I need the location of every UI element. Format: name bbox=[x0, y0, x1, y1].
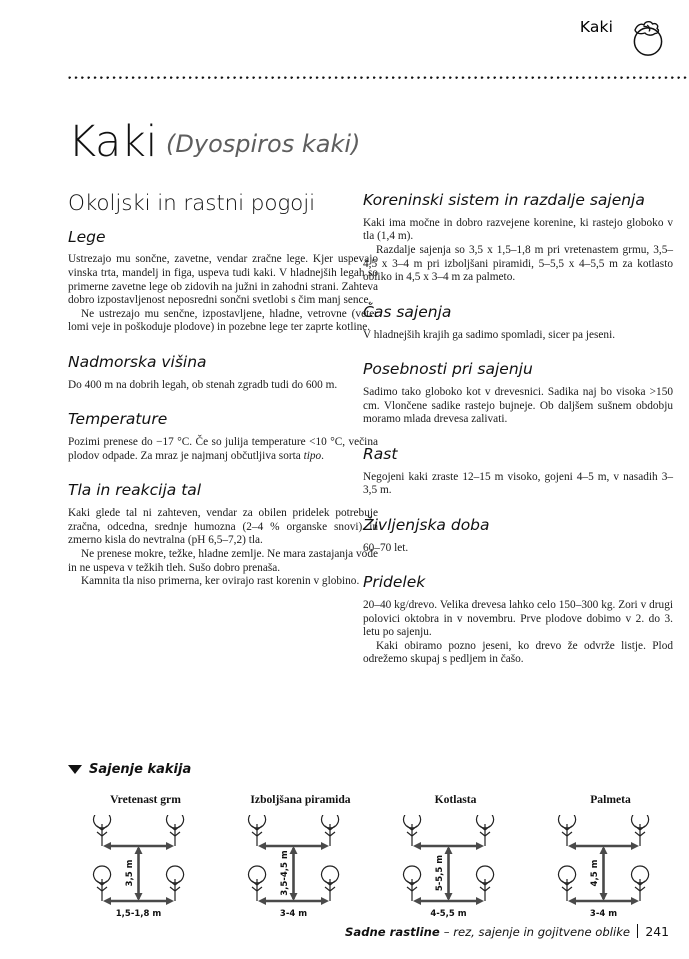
left-column bbox=[68, 192, 378, 589]
vertical-spacing-label: 4,5 m bbox=[589, 859, 600, 887]
figure-item-title: Palmeta bbox=[590, 793, 631, 806]
tree-icon bbox=[93, 815, 110, 846]
footer-subtitle: – rez, sajenje in gojitvene oblike bbox=[443, 925, 631, 939]
tree-icon bbox=[166, 866, 183, 901]
paragraph: Kaki ima močne in dobro razvejene korenine, ki rastejo globoko v tla (1,4 m). bbox=[363, 216, 673, 243]
paragraph: Negojeni kaki zraste 12–15 m visoko, gojeni 4–5 m, v nasadih 3–3,5 m. bbox=[363, 470, 673, 497]
figure-item-izboljsana-piramida bbox=[223, 793, 378, 919]
tree-icon bbox=[248, 815, 265, 846]
footer-divider bbox=[637, 924, 638, 938]
paragraph: Razdalje sajenja so 3,5 x 1,5–1,8 m pri vretenastem grmu, 3,5–4,5 x 3–4 m pri izboljšani piramidi, 5–5,5 x 4–5,5 m za kotlasto obliko in 4,5 x 3–4 m za palmeto. bbox=[363, 244, 673, 284]
figure-caption bbox=[68, 762, 689, 777]
figure-caption-text: Sajenje kakija bbox=[89, 762, 192, 777]
tree-icon bbox=[403, 815, 420, 846]
section-heading-environment: Okoljski in rastni pogoji bbox=[68, 191, 315, 216]
title-latin-name: (Dyospiros kaki) bbox=[166, 130, 361, 158]
figure-item-title: Vretenast grm bbox=[110, 793, 181, 806]
subheading-zivljenjska-doba: Življenjska doba bbox=[363, 515, 490, 534]
tree-icon bbox=[248, 866, 265, 901]
horizontal-spacing-label: 1,5-1,8 m bbox=[115, 909, 161, 919]
figure-item-vretenast-grm bbox=[68, 793, 223, 919]
subheading-nadmorska-visina: Nadmorska višina bbox=[68, 353, 207, 372]
page-title bbox=[68, 117, 361, 167]
vertical-spacing-label: 3,5 m bbox=[124, 859, 135, 887]
tree-icon bbox=[631, 815, 648, 846]
tree-icon bbox=[321, 866, 338, 901]
subheading-rast: Rast bbox=[363, 444, 398, 463]
paragraph: Ne prenese mokre, težke, hladne zemlje. Ne mara zastajanja vode in ne uspeva v težkih tleh. Sušo dobro prenaša. bbox=[68, 548, 378, 574]
figure-item-palmeta bbox=[533, 793, 688, 919]
figure-item-kotlasta bbox=[378, 793, 533, 919]
paragraph: Ustrezajo mu sončne, zavetne, vendar zračne lege. Kjer uspevajo vinska trta, mandelj in figa, uspeva tudi kaki. V hladnejših legah so primerne zavetne lege ob zidovih na južni in zahodni strani. Zahteva dobro izpostavljenost neposredni sončni svetlobi s čim manj sence. bbox=[68, 253, 378, 307]
planting-diagram bbox=[230, 815, 372, 919]
subheading-lege: Lege bbox=[68, 227, 106, 246]
paragraph: Ne ustrezajo mu senčne, izpostavljene, hladne, vetrovne (veter lomi veje in poškoduje plodove) in pozebne lege ter zaprte kotline. bbox=[68, 307, 378, 334]
vertical-spacing-label: 3,5-4,5 m bbox=[279, 850, 290, 896]
subheading-pridelek: Pridelek bbox=[363, 573, 426, 592]
figure-planting-layouts bbox=[68, 762, 689, 919]
title-main: Kaki bbox=[68, 117, 158, 167]
planting-diagram bbox=[385, 815, 527, 919]
planting-diagram bbox=[75, 815, 217, 919]
paragraph: Kaki glede tal ni zahteven, vendar za obilen pridelek potrebuje zračna, odcedna, srednje humozna (2–4 % organske snovi) in zmerno kisla do nevtralna (pH 6,5–7,2) tla. bbox=[68, 507, 378, 547]
tree-icon bbox=[558, 815, 575, 846]
running-head bbox=[0, 14, 689, 60]
horizontal-spacing-label: 4-5,5 m bbox=[429, 909, 467, 919]
header-dotted-rule bbox=[68, 76, 689, 80]
tree-icon bbox=[558, 866, 575, 901]
triangle-down-icon bbox=[68, 765, 82, 774]
right-column bbox=[363, 192, 673, 667]
subheading-tla-in-reakcija-tal: Tla in reakcija tal bbox=[68, 481, 202, 500]
paragraph: Kaki obiramo pozno jeseni, ko drevo že odvrže listje. Plod odrežemo skupaj s pedljem in čašo. bbox=[363, 639, 673, 666]
subheading-koreninski-sistem: Koreninski sistem in razdalje sajenja bbox=[363, 191, 645, 209]
subheading-posebnosti-pri-sajenju: Posebnosti pri sajenju bbox=[363, 360, 533, 379]
figure-row bbox=[68, 793, 689, 919]
paragraph: Pozimi prenese do −17 °C. Če so julija temperature <10 °C, večina plodov odpade. Za mraz je najmanj občutljiva sorta tipo. bbox=[68, 436, 378, 462]
paragraph: Sadimo tako globoko kot v drevesnici. Sadika naj bo visoka >150 cm. Vlončene sadike rastejo bujneje. Ob daljšem sušnem obdobju moramo mlada drevesa zalivati. bbox=[363, 386, 673, 426]
paragraph: 20–40 kg/drevo. Velika drevesa lahko celo 150–300 kg. Zori v drugi polovici oktobra in v novembru. Prve plodove dobimo v 2. do 3. letu po sajenju. bbox=[363, 599, 673, 639]
subheading-cas-sajenja: Čas sajenja bbox=[363, 302, 452, 321]
paragraph: 60–70 let. bbox=[363, 541, 409, 554]
tree-icon bbox=[476, 815, 493, 846]
vertical-spacing-label: 5-5,5 m bbox=[434, 854, 445, 892]
horizontal-spacing-label: 3-4 m bbox=[589, 909, 617, 919]
running-head-label: Kaki bbox=[579, 18, 613, 36]
footer-book-title: Sadne rastline bbox=[345, 925, 440, 939]
planting-diagram bbox=[540, 815, 682, 919]
tree-icon bbox=[321, 815, 338, 846]
subheading-temperature: Temperature bbox=[68, 410, 168, 429]
paragraph: V hladnejših krajih ga sadimo spomladi, sicer pa jeseni. bbox=[363, 328, 616, 341]
tree-icon bbox=[93, 866, 110, 901]
figure-item-title: Kotlasta bbox=[434, 793, 477, 806]
tree-icon bbox=[166, 815, 183, 846]
paragraph: Kamnita tla niso primerna, ker ovirajo rast korenin v globino. bbox=[81, 575, 360, 588]
horizontal-spacing-label: 3-4 m bbox=[279, 909, 307, 919]
tree-icon bbox=[631, 866, 648, 901]
tree-icon bbox=[476, 866, 493, 901]
page-footer bbox=[345, 922, 669, 939]
figure-item-title: Izboljšana piramida bbox=[250, 793, 351, 806]
persimmon-fruit-icon bbox=[625, 14, 669, 60]
page-number: 241 bbox=[645, 924, 669, 939]
paragraph: Do 400 m na dobrih legah, ob stenah zgradb tudi do 600 m. bbox=[68, 378, 338, 391]
tree-icon bbox=[403, 866, 420, 901]
